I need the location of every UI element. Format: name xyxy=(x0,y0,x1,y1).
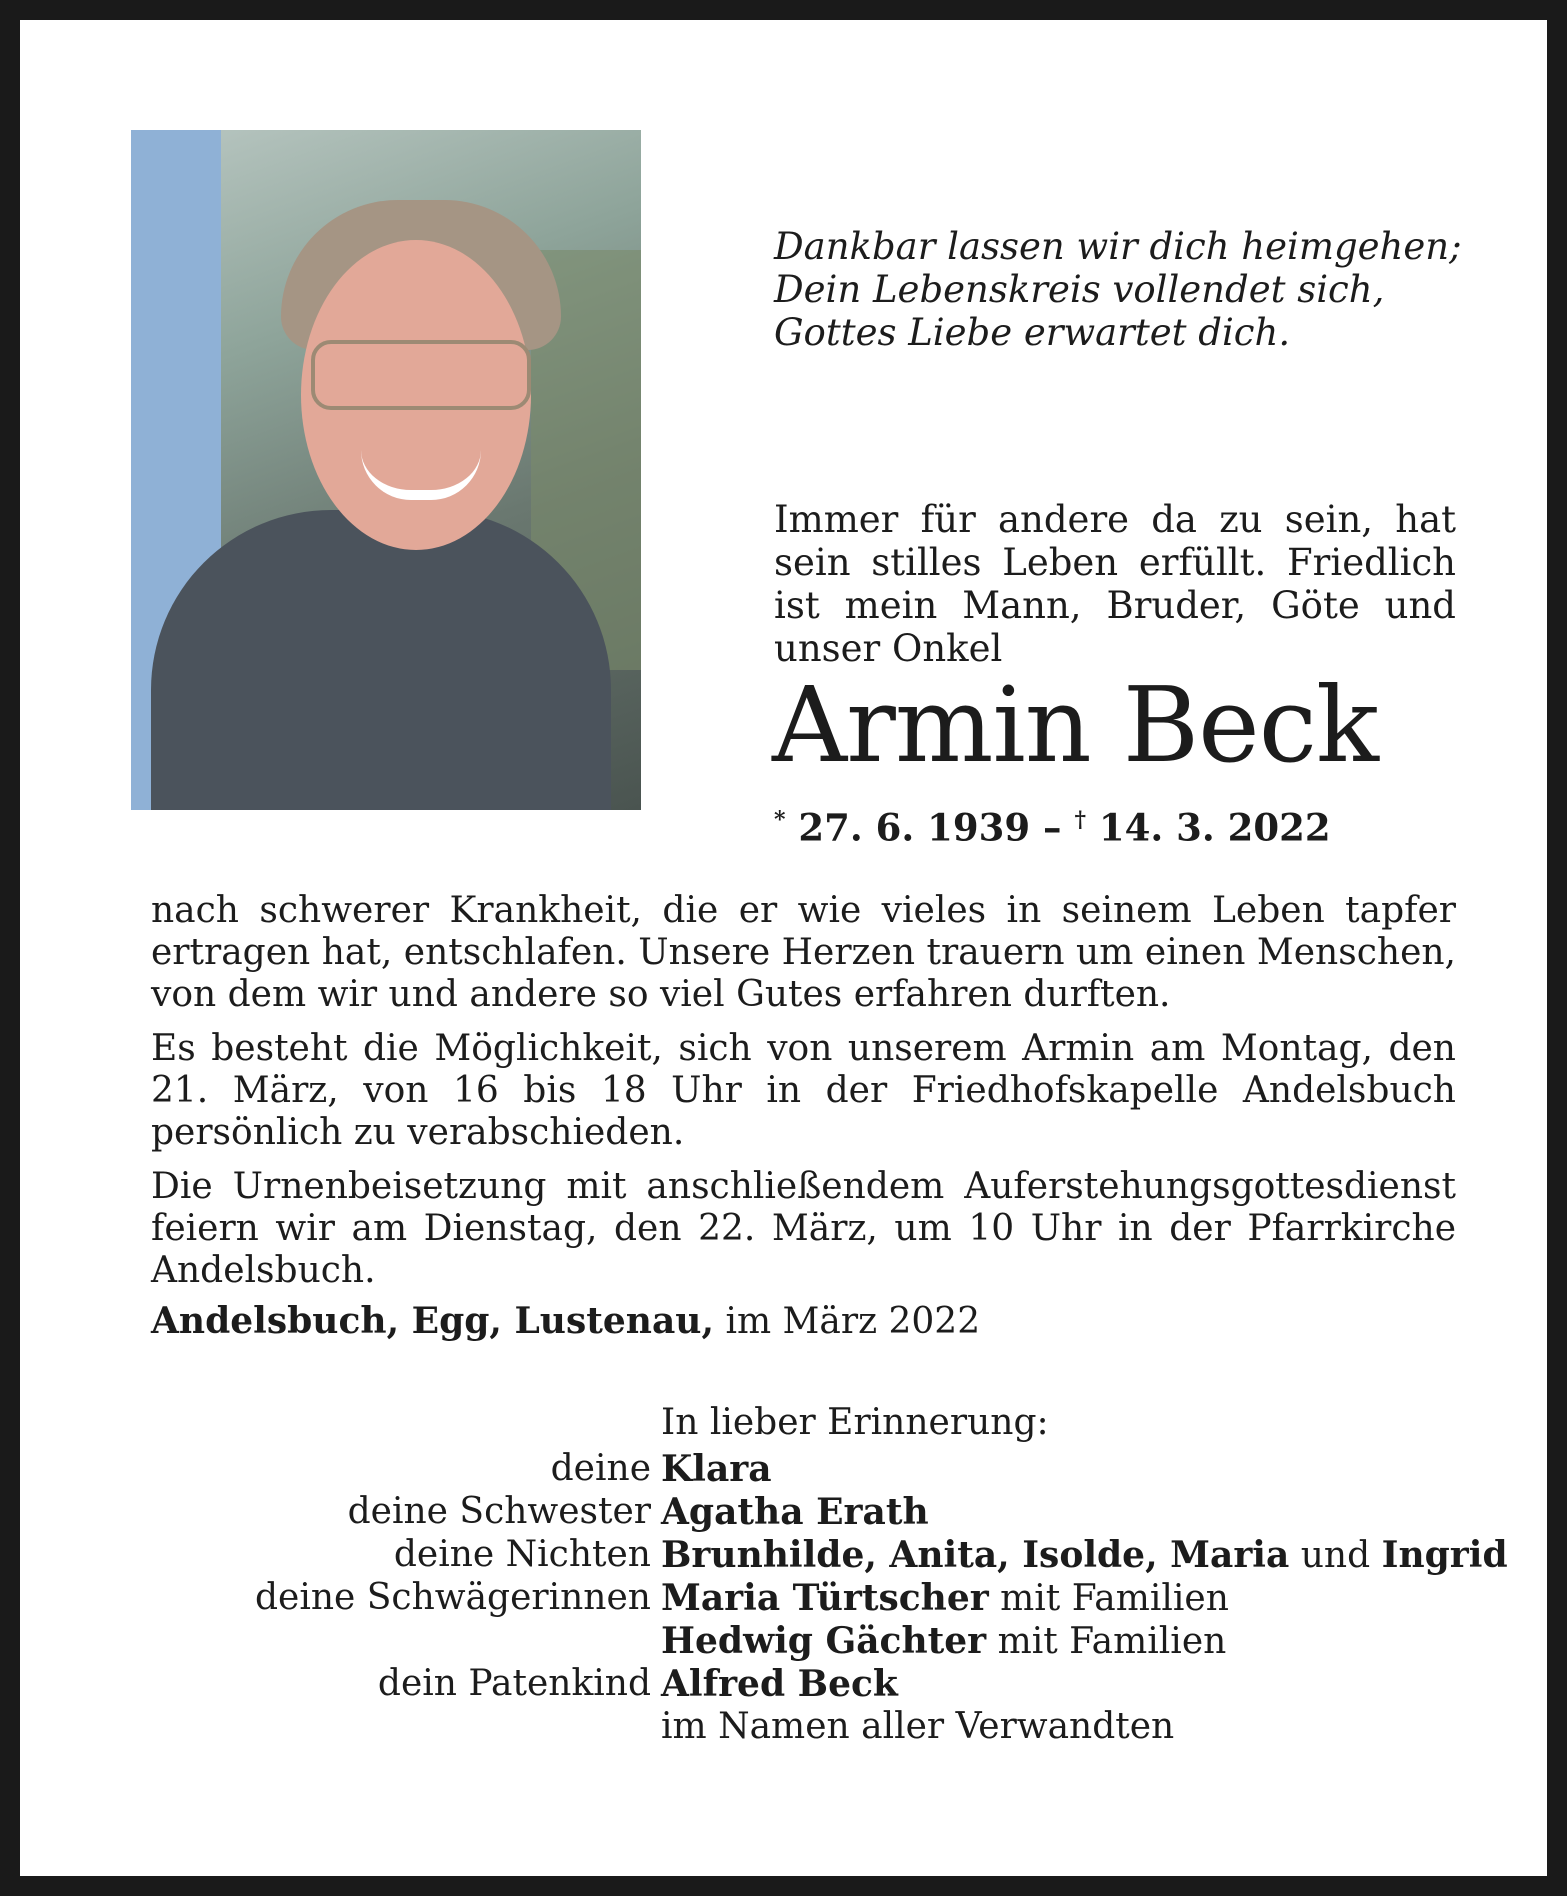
family-role: dein Patenkind xyxy=(377,1663,651,1704)
obituary-card xyxy=(20,20,1547,1876)
family-name: Alfred Beck xyxy=(661,1663,898,1705)
family-name: Ingrid xyxy=(1381,1534,1508,1576)
family-row xyxy=(151,1706,1471,1748)
birth-date: 27. 6. 1939 xyxy=(798,805,1031,850)
family-list xyxy=(151,1448,1508,1748)
family-suffix: im Namen aller Verwandten xyxy=(661,1706,1175,1747)
family-name: Agatha Erath xyxy=(661,1491,929,1533)
verse-line: Dein Lebenskreis vollendet sich, xyxy=(774,268,1385,311)
family-role: deine Schwester xyxy=(347,1491,651,1532)
body-paragraph: Es besteht die Möglichkeit, sich von unserem Armin am Montag, den 21. März, von 16 bis 18 Uhr in der Friedhofskapelle Andelsbuch persönlich zu verabschieden. xyxy=(151,1028,1456,1153)
month-year: im März 2022 xyxy=(725,1301,981,1342)
life-dates xyxy=(774,798,1331,849)
family-name: Klara xyxy=(661,1448,772,1490)
family-role xyxy=(151,1706,661,1748)
family-role xyxy=(151,1620,661,1663)
family-row xyxy=(151,1534,1508,1577)
family-role: deine xyxy=(550,1448,651,1489)
family-suffix: mit Familien xyxy=(997,1621,1227,1662)
locations: Andelsbuch, Egg, Lustenau, xyxy=(151,1300,714,1342)
family-row xyxy=(151,1577,1471,1620)
family-row xyxy=(151,1491,1471,1534)
intro-text: Immer für andere da zu sein, hat sein stilles Leben erfüllt. Friedlich ist mein Mann, Bruder, Göte und unser Onkel xyxy=(774,498,1456,670)
body-paragraph: nach schwerer Krankheit, die er wie vieles in seinem Leben tapfer ertragen hat, entschlafen. Unsere Herzen trauern um einen Menschen, von dem wir und andere so viel Gutes erfahren durften. xyxy=(151,890,1456,1015)
body-paragraph: Die Urnenbeisetzung mit anschließendem Auferstehungsgottesdienst feiern wir am Dienstag, den 22. März, um 10 Uhr in der Pfarrkirche Andelsbuch. xyxy=(151,1166,1456,1291)
body-text xyxy=(151,890,1456,1304)
family-name: Maria Türtscher xyxy=(661,1577,989,1619)
memory-title: In lieber Erinnerung: xyxy=(661,1402,1049,1443)
family-role: deine Nichten xyxy=(393,1534,651,1575)
deceased-name: Armin Beck xyxy=(772,664,1378,786)
family-suffix: mit Familien xyxy=(1000,1578,1229,1619)
death-symbol: † xyxy=(1074,807,1086,833)
family-row xyxy=(151,1663,1471,1706)
family-role: deine Schwägerinnen xyxy=(254,1577,651,1618)
family-name: Brunhilde, Anita, Isolde, Maria xyxy=(661,1534,1290,1576)
verse-line: Dankbar lassen wir dich heimgehen; xyxy=(774,225,1462,268)
family-row xyxy=(151,1620,1471,1663)
family-row xyxy=(151,1448,1471,1491)
portrait-photo xyxy=(131,130,641,810)
birth-symbol: * xyxy=(774,807,786,833)
date-separator: – xyxy=(1043,805,1062,850)
verse-line: Gottes Liebe erwartet dich. xyxy=(774,311,1291,354)
verse xyxy=(774,225,1462,354)
family-joiner: und xyxy=(1300,1535,1371,1576)
place-date xyxy=(151,1300,980,1343)
death-date: 14. 3. 2022 xyxy=(1098,805,1331,850)
family-name: Hedwig Gächter xyxy=(661,1620,987,1662)
